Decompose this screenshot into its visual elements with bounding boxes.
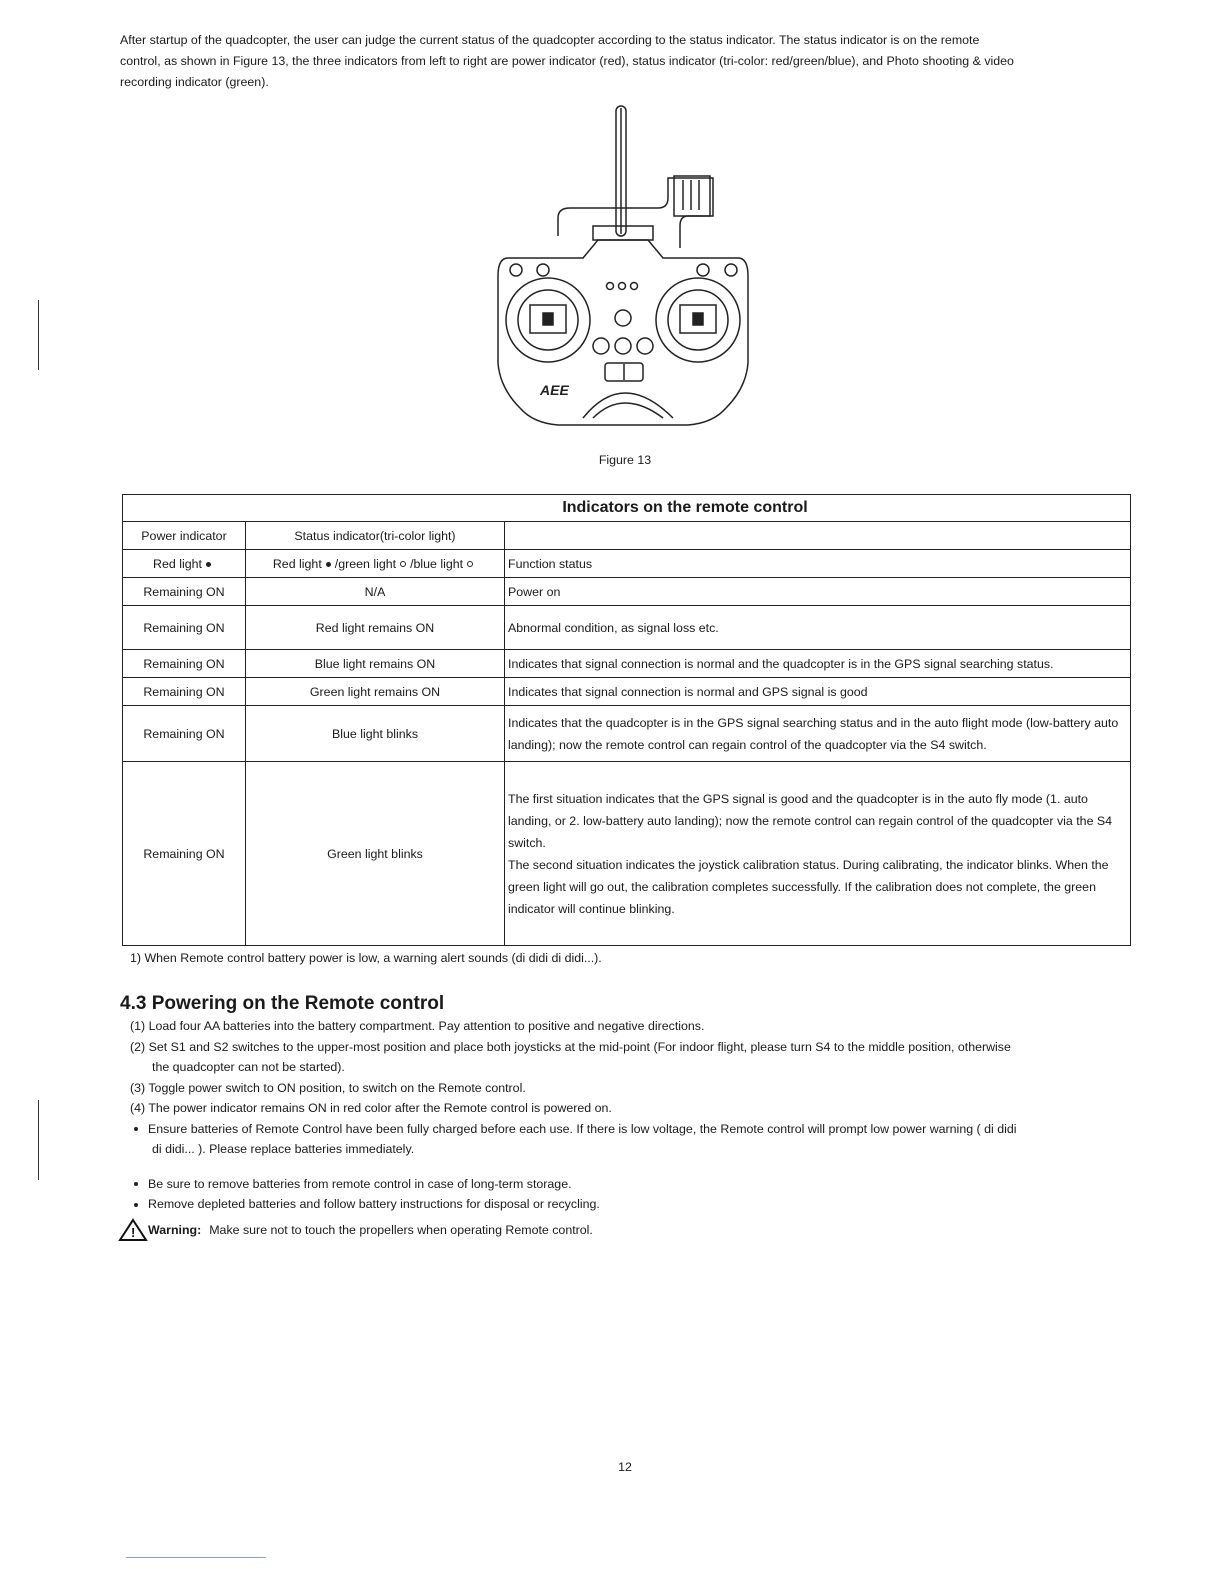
page-number: 12: [618, 1460, 632, 1474]
warning-label: Warning:: [148, 1223, 202, 1237]
intro-line: control, as shown in Figure 13, the three indicators from left to right are power indicator (red), status indicator (tri-color: red/green/blue), and Photo shooting & video: [120, 54, 1014, 68]
subheader-function: Function status: [505, 550, 1131, 578]
header-empty: [505, 522, 1131, 550]
cell-function: [505, 762, 1131, 946]
table-row: [123, 706, 1131, 762]
cell-power: Remaining ON: [123, 650, 246, 678]
section-title: 4.3 Powering on the Remote control: [120, 993, 445, 1014]
bullet-text: Be sure to remove batteries from remote control in case of long-term storage.: [148, 1176, 572, 1191]
cell-power: Remaining ON: [123, 678, 246, 706]
cell-function: Power on: [505, 578, 1131, 606]
cell-status: Green light blinks: [246, 762, 505, 946]
bullet-icon: [134, 1182, 138, 1186]
status-green-label: /green light: [334, 556, 397, 571]
table-row: [123, 650, 1131, 678]
power-on-steps: [130, 1016, 1130, 1215]
function-situation-1: The first situation indicates that the GPS signal is good and the quadcopter is in the auto fly mode (1. auto landing, or 2. low-battery auto landing); now the remote control can regain control of the quadcopter via the S4 switch.: [508, 791, 1113, 850]
table-header-row: [123, 522, 1131, 550]
step-item: (1) Load four AA batteries into the battery compartment. Pay attention to positive and negative directions.: [130, 1019, 705, 1033]
cell-function: Indicates that signal connection is normal and the quadcopter is in the GPS signal searching status.: [505, 650, 1131, 678]
red-light-label: Red light: [153, 556, 202, 571]
cell-status: Red light remains ON: [246, 606, 505, 650]
bullet-icon: [134, 1203, 138, 1207]
red-dot-icon: [326, 562, 331, 567]
figure-caption: Figure 13: [598, 453, 652, 467]
table-subheader-row: [123, 550, 1131, 578]
cell-status: N/A: [246, 578, 505, 606]
margin-mark: [38, 1100, 39, 1180]
cell-status: Blue light blinks: [246, 706, 505, 762]
bullet-text: Ensure batteries of Remote Control have been fully charged before each use. If there is low voltage, the Remote control will prompt low power warning ( di didi: [148, 1121, 1017, 1136]
battery-note: 1) When Remote control battery power is low, a warning alert sounds (di didi di didi...).: [130, 951, 602, 965]
table-row: [123, 762, 1131, 946]
indicators-table: [122, 494, 1131, 946]
intro-line: recording indicator (green).: [120, 75, 269, 89]
cell-power: Remaining ON: [123, 578, 246, 606]
blue-dot-icon: [467, 561, 473, 567]
table-row: [123, 678, 1131, 706]
step-item: (3) Toggle power switch to ON position, to switch on the Remote control.: [130, 1080, 526, 1095]
intro-line: After startup of the quadcopter, the user can judge the current status of the quadcopter according to the status indicator. The status indicator is on the remote: [120, 33, 980, 47]
cell-function: Indicates that the quadcopter is in the GPS signal searching status and in the auto flight mode (low-battery auto landing); now the remote control can regain control of the quadcopter via the S4 switch.: [505, 706, 1131, 762]
bullet-item: [130, 1174, 1130, 1195]
cell-function: Indicates that signal connection is normal and GPS signal is good: [505, 678, 1131, 706]
bullet-item: [130, 1194, 1130, 1215]
bullet-item: [130, 1119, 1130, 1140]
step-item: (2) Set S1 and S2 switches to the upper-most position and place both joysticks at the mid-point (For indoor flight, please turn S4 to the middle position, otherwise: [130, 1039, 1011, 1054]
table-row: [123, 606, 1131, 650]
remote-control-illustration: [488, 98, 758, 433]
step-item-continued: the quadcopter can not be started).: [152, 1060, 345, 1074]
intro-paragraph: [120, 30, 1140, 93]
cell-power: Remaining ON: [123, 762, 246, 946]
step-item: (4) The power indicator remains ON in red color after the Remote control is powered on.: [130, 1101, 612, 1115]
header-power: Power indicator: [123, 522, 246, 550]
green-dot-icon: [400, 561, 406, 567]
warning-line: [118, 1218, 593, 1242]
table-title-row: [123, 495, 1131, 522]
svg-text:!: !: [131, 1225, 136, 1240]
red-dot-icon: [206, 562, 211, 567]
scan-edge-line: [126, 1557, 266, 1558]
cell-status: Blue light remains ON: [246, 650, 505, 678]
status-red-label: Red light: [272, 556, 322, 571]
subheader-power: [123, 550, 246, 578]
warning-triangle-icon: [118, 1218, 148, 1242]
margin-mark: [38, 300, 39, 370]
status-blue-label: /blue light: [410, 556, 464, 571]
cell-power: Remaining ON: [123, 706, 246, 762]
table-title: Indicators on the remote control: [123, 495, 1131, 522]
warning-text: Make sure not to touch the propellers when operating Remote control.: [209, 1223, 593, 1237]
bullet-text: Remove depleted batteries and follow battery instructions for disposal or recycling.: [148, 1197, 600, 1211]
table-row: [123, 578, 1131, 606]
function-situation-2: The second situation indicates the joystick calibration status. During calibrating, the indicator blinks. When the green light will go out, the calibration completes successfully. If the calibration does not complete, the green indicator will continue blinking.: [508, 857, 1109, 916]
bullet-icon: [134, 1127, 138, 1131]
cell-status: Green light remains ON: [246, 678, 505, 706]
cell-function: Abnormal condition, as signal loss etc.: [505, 606, 1131, 650]
brand-logo: AEE: [540, 382, 569, 398]
subheader-status: [246, 550, 505, 578]
cell-power: Remaining ON: [123, 606, 246, 650]
header-status: Status indicator(tri-color light): [246, 522, 505, 550]
bullet-item-continued: di didi... ). Please replace batteries immediately.: [152, 1142, 415, 1156]
